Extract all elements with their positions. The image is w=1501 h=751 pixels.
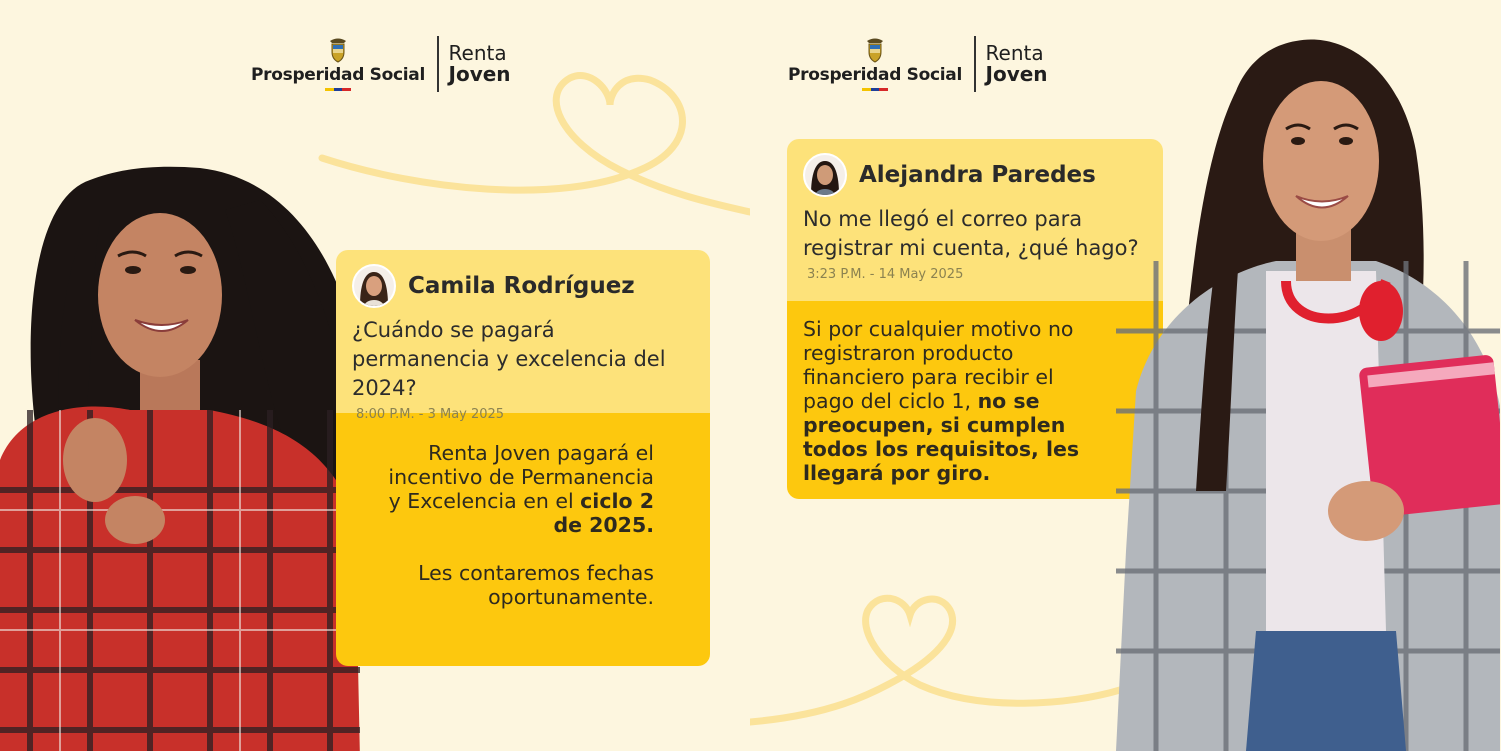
program-name-line1: Renta	[985, 41, 1044, 65]
org-name: Prosperidad Social	[788, 65, 963, 85]
user-avatar	[803, 153, 847, 197]
answer-followup-text: Les contaremos fechas oportunamente.	[418, 561, 654, 609]
program-name-line2: Joven	[448, 62, 511, 86]
question-text: No me llegó el correo para registrar mi cuenta, ¿qué hago?	[803, 207, 1139, 260]
user-avatar	[352, 264, 396, 308]
brand-logo	[251, 36, 511, 92]
flag-stripes	[325, 88, 351, 91]
question-bubble	[336, 250, 710, 422]
left-post-panel	[0, 0, 750, 751]
avatar-portrait-icon	[354, 266, 394, 306]
conversation-card-camila	[336, 250, 710, 666]
flag-stripes	[862, 88, 888, 91]
logo-divider	[437, 36, 439, 92]
answer-text	[376, 441, 654, 537]
answer-text-regular: Si por cualquier motivo no registraron producto financiero para recibir el pago del ciclo 1,	[803, 317, 1074, 413]
logo-divider	[974, 36, 976, 92]
brand-logo	[788, 36, 1048, 92]
user-name: Alejandra Paredes	[859, 162, 1096, 188]
question-bubble	[787, 139, 1163, 301]
coat-of-arms-icon	[326, 37, 350, 63]
answer-bubble	[336, 413, 710, 666]
person-photo-right	[1116, 31, 1500, 751]
answer-bubble	[787, 301, 1163, 499]
user-name: Camila Rodríguez	[408, 273, 635, 299]
message-timestamp: 3:23 P.M. - 14 May 2025	[807, 267, 964, 282]
avatar-portrait-icon	[805, 155, 845, 195]
message-timestamp: 8:00 P.M. - 3 May 2025	[356, 407, 505, 422]
org-name: Prosperidad Social	[251, 65, 426, 85]
answer-text-bold: ciclo 2 de 2025.	[553, 489, 654, 537]
program-name-line2: Joven	[985, 62, 1048, 86]
coat-of-arms-icon	[863, 37, 887, 63]
question-text: ¿Cuándo se pagará permanencia y excelencia del 2024?	[352, 318, 666, 400]
answer-text	[803, 317, 1103, 485]
answer-text-regular: Renta Joven pagará el incentivo de Permanencia y Excelencia en el	[388, 441, 654, 513]
right-post-panel	[750, 0, 1500, 751]
answer-text-bold: no se preocupen, si cumplen todos los requisitos, les llegará por giro.	[803, 389, 1080, 485]
conversation-card-alejandra	[787, 139, 1163, 499]
program-name-line1: Renta	[448, 41, 507, 65]
